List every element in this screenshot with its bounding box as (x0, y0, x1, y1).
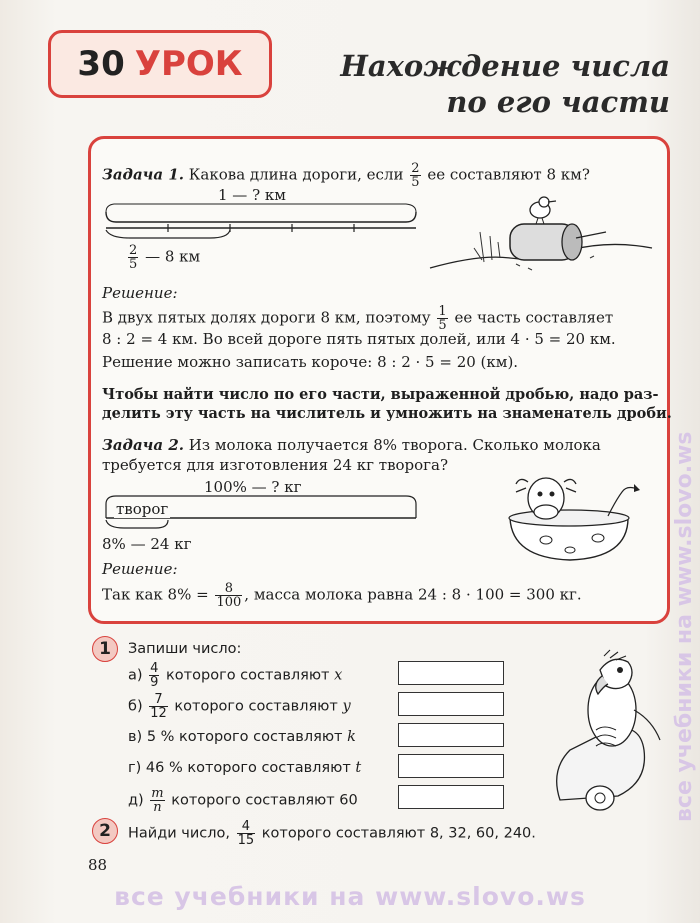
task2-line1: Задача 2. Из молока получается 8% творога. Сколько молока (102, 436, 601, 454)
task2-diagram-inner-label: творог (116, 500, 169, 518)
exercise1-item-a: а) $\frac{4}{9}$ которого составляют x (128, 661, 343, 690)
cow-in-bowl-illustration (498, 470, 658, 570)
task1-solution-line3: Решение можно записать короче: 8 : 2 · 5 = 20 (км). (102, 353, 519, 371)
answer-box-c[interactable] (398, 723, 504, 747)
lesson-badge (48, 30, 272, 98)
task1-diagram-top-label: 1 — ? км (218, 186, 286, 204)
exercise1-item-c: в) 5 % которого составляют k (128, 729, 356, 745)
exercise2-text: Найди число, $\frac{4}{15}$ которого составляют 8, 32, 60, 240. (128, 819, 536, 848)
lesson-word: УРОК (134, 44, 243, 84)
task2-solution-label: Решение: (102, 560, 178, 578)
page-number: 88 (88, 856, 108, 874)
roller-bird-illustration (420, 192, 660, 282)
task1-solution-line2: 8 : 2 = 4 км. Во всей дороге пять пятых долей, или 4 · 5 = 20 км. (102, 330, 616, 348)
answer-box-b[interactable] (398, 692, 504, 716)
rule-line1: Чтобы найти число по его части, выраженной дробью, надо раз- (102, 386, 659, 403)
page-title (340, 48, 670, 120)
title-line-2: по его части (446, 85, 670, 119)
svg-text:все учебники на www.slovo.ws: все учебники на www.slovo.ws (672, 431, 697, 822)
exercise1-number: 1 (92, 636, 118, 662)
lesson-number: 30 (77, 44, 125, 84)
title-line-1: Нахождение числа (340, 49, 670, 83)
task1-road-diagram (100, 200, 430, 240)
parrot-on-scroll-illustration (540, 650, 670, 820)
rule-line2: делить эту часть на числитель и умножить на знаменатель дроби. (102, 405, 672, 422)
exercise1-item-e: д) $\frac{m}{n}$ которого составляют 60 (128, 786, 358, 815)
answer-box-d[interactable] (398, 754, 504, 778)
task1-question (102, 162, 590, 189)
task1-solution-label: Решение: (102, 284, 178, 302)
task2-solution: Так как 8% = $\frac{8}{100}$ , масса молока равна 24 : 8 · 100 = 300 кг. (102, 581, 582, 610)
answer-box-e[interactable] (398, 785, 504, 809)
exercise2-number: 2 (92, 818, 118, 844)
task1-label: Задача 1. (102, 165, 185, 184)
task1-solution-line1: В двух пятых долях дороги 8 км, поэтому $\frac{1}{5}$ ее часть составляет (102, 304, 614, 333)
task1-question-pre: Какова длина дороги, если (188, 165, 404, 184)
bottom-watermark: все учебники на www.slovo.ws (114, 882, 586, 911)
task1-fraction: $\frac{2}{5}$ (411, 161, 420, 190)
exercise1-item-b: б) $\frac{7}{12}$ которого составляют y (128, 692, 351, 721)
task1-diagram-bottom-label: $\frac{2}{5}$ — 8 км (129, 243, 201, 272)
task1-question-post: ее составляют 8 км? (427, 165, 590, 184)
exercise1-prompt: Запиши число: (128, 641, 242, 657)
task2-line2: требуется для изготовления 24 кг творога? (102, 456, 449, 474)
exercise1-item-d: г) 46 % которого составляют t (128, 760, 362, 776)
answer-box-a[interactable] (398, 661, 504, 685)
task2-diagram-top-label: 100% — ? кг (204, 478, 302, 496)
task2-diagram-bottom-label: 8% — 24 кг (102, 535, 192, 553)
side-watermark (670, 110, 698, 830)
